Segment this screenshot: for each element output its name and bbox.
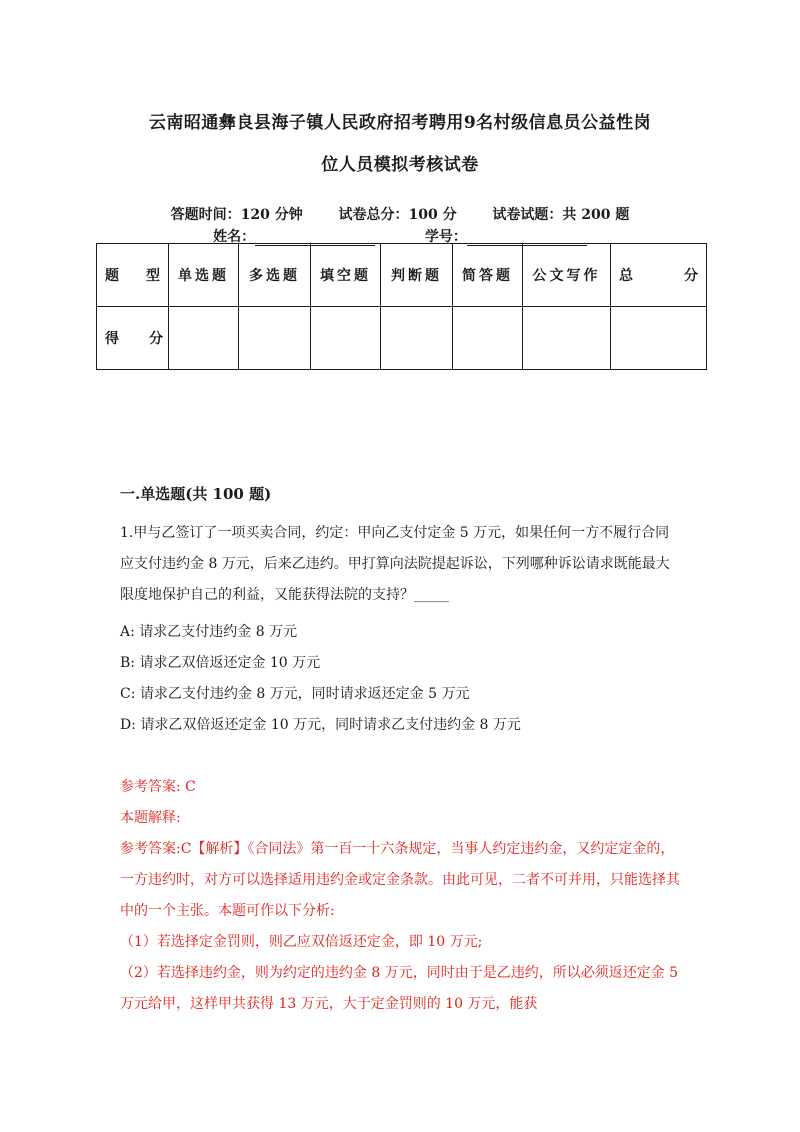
page-title-line-2: 位人员模拟考核试卷 [321,155,479,175]
score-cell-total[interactable] [611,307,707,370]
score-label-cell: 得 分 [97,307,169,370]
score-cell[interactable] [239,307,311,370]
option-d: D: 请求乙双倍返还定金 10 万元，同时请求乙支付违约金 8 万元 [120,717,521,733]
score-table [96,243,707,370]
explanation-text: 参考答案:C【解析】《合同法》第一百一十六条规定，当事人约定违约金，又约定定金的，一方违约时，对方可以选择适用违约金或定金条款。由此可见，二者不可并用，只能选择其中的一个主张。本题可作以下分析: [120,841,680,919]
score-cell[interactable] [311,307,381,370]
student-id-label: 学号： [424,229,467,245]
option-c: C: 请求乙支付违约金 8 万元，同时请求返还定金 5 万元 [120,686,470,702]
question-type-label-cell: 题 型 [97,244,169,307]
explanation-label: 本题解释: [120,810,181,826]
question-stem: 1.甲与乙签订了一项买卖合同，约定：甲向乙支付定金 5 万元，如果任何一方不履行合同应支付违约金 8 万元，后来乙违约。甲打算向法院提起诉讼，下列哪种诉讼请求既能最大限度地保护自己的利益，又能获得法院的支持？_____ [120,525,670,603]
column-fill-blank: 填空题 [311,244,381,307]
column-true-false: 判断题 [381,244,453,307]
explanation-item-2: （2）若选择违约金，则为约定的违约金 8 万元，同时由于是乙违约，所以必须返还定金 5 万元给甲，这样甲共获得 13 万元，大于定金罚则的 10 万元，能获 [120,965,679,1012]
column-multiple-choice: 多选题 [239,244,311,307]
score-table-header-row [97,244,707,307]
score-cell[interactable] [381,307,453,370]
score-cell[interactable] [169,307,239,370]
column-document-writing: 公文写作 [523,244,611,307]
score-cell[interactable] [453,307,523,370]
exam-info-line [0,204,800,224]
column-total: 总 分 [611,244,707,307]
explanation-item-1: （1）若选择定金罚则，则乙应双倍返还定金，即 10 万元; [120,934,483,950]
page-title-line-1: 云南昭通彝良县海子镇人民政府招考聘用9名村级信息员公益性岗 [148,113,652,133]
score-cell[interactable] [523,307,611,370]
reference-answer: 参考答案: C [120,779,196,795]
exam-total-questions: 试卷试题：共 200 题 [492,207,630,223]
score-table-score-row [97,307,707,370]
option-a: A: 请求乙支付违约金 8 万元 [120,624,298,640]
column-short-answer: 简答题 [453,244,523,307]
name-label: 姓名： [213,229,256,245]
exam-time: 答题时间：120 分钟 [170,207,303,223]
exam-total-score: 试卷总分：100 分 [338,207,457,223]
column-single-choice: 单选题 [169,244,239,307]
option-b: B: 请求乙双倍返还定金 10 万元 [120,655,321,671]
section-heading: 一.单选题(共 100 题) [120,485,272,503]
